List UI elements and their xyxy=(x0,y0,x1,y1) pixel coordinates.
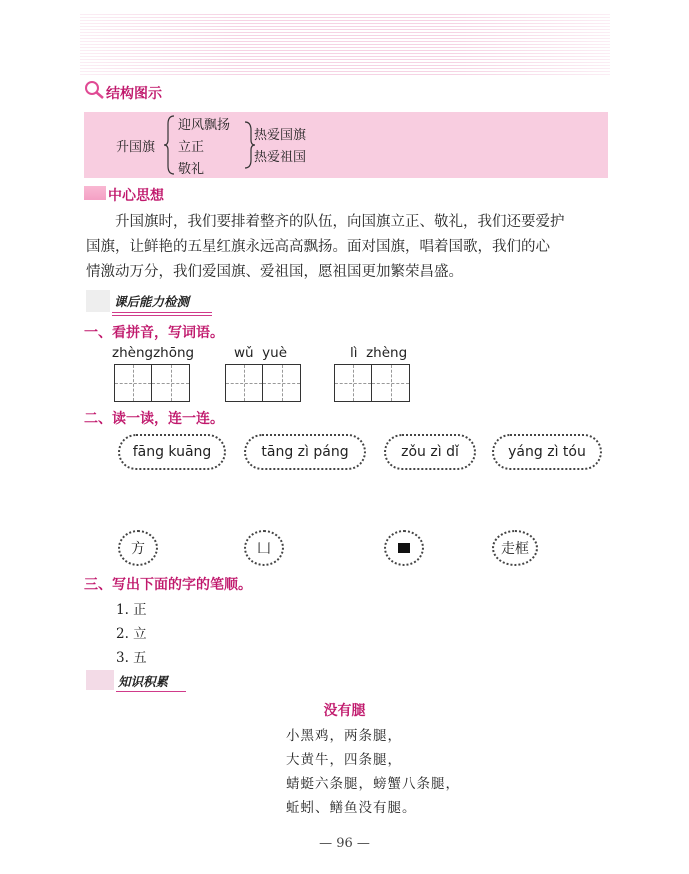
branch-1: 迎风飘扬 xyxy=(178,118,231,133)
writing-grid-3[interactable] xyxy=(334,364,410,402)
knowledge-header: 知识积累 xyxy=(118,674,169,689)
radical-label: 走框 xyxy=(501,541,529,557)
writing-grid-1[interactable] xyxy=(114,364,190,402)
writing-grid-2[interactable] xyxy=(225,364,301,402)
poem-line: 蜻蜓六条腿，螃蟹八条腿， xyxy=(286,776,460,792)
radical-circle[interactable] xyxy=(244,530,284,566)
radical-circle[interactable] xyxy=(492,530,538,566)
para-line: 国旗，让鲜艳的五星红旗永远高高飘扬。面对国旗，唱着国歌，我们的心 xyxy=(86,239,550,255)
pinyin-3: lì zhèng xyxy=(350,345,408,361)
result-1: 热爱国旗 xyxy=(254,128,307,143)
left-brace-icon xyxy=(164,114,176,176)
q2-title: 二、读一读，连一连。 xyxy=(84,411,224,427)
pinyin-bubble[interactable]: fāng kuāng xyxy=(118,434,226,470)
q3-title: 三、写出下面的字的笔顺。 xyxy=(84,577,252,593)
pinyin-2: wǔ yuè xyxy=(234,345,288,361)
para-line: 升国旗时，我们要排着整齐的队伍，向国旗立正、敬礼，我们还要爱护 xyxy=(115,214,565,230)
radical-circle[interactable] xyxy=(118,530,158,566)
poem-title: 没有腿 xyxy=(323,703,366,719)
page-number: — 96 — xyxy=(319,836,370,851)
underline xyxy=(112,312,212,313)
black-square-icon xyxy=(398,543,410,553)
header-marker xyxy=(86,670,114,690)
pinyin-bubble[interactable]: tāng zì páng xyxy=(244,434,366,470)
branch-2: 立正 xyxy=(178,140,205,155)
pinyin-bubble[interactable]: yáng zì tóu xyxy=(492,434,602,470)
structure-diagram xyxy=(84,112,608,178)
radical-circle[interactable] xyxy=(384,530,424,566)
stroke-item: 1. 正 xyxy=(116,602,147,618)
pinyin-bubble[interactable]: zǒu zì dǐ xyxy=(384,434,476,470)
exercise-header: 课后能力检测 xyxy=(114,294,190,309)
poem-line: 小黑鸡，两条腿， xyxy=(286,728,402,744)
section-marker xyxy=(84,186,106,200)
underline xyxy=(112,315,212,316)
central-idea-title: 中心思想 xyxy=(108,188,164,204)
pinyin-1: zhèngzhōng xyxy=(112,345,195,361)
structure-title: 结构图示 xyxy=(106,86,162,102)
header-banner xyxy=(80,14,610,76)
radical-label: 方 xyxy=(131,541,145,557)
poem-line: 蚯蚓、鳝鱼没有腿。 xyxy=(286,800,417,816)
para-line: 情激动万分，我们爱国旗、爱祖国，愿祖国更加繁荣昌盛。 xyxy=(86,264,463,280)
structure-root: 升国旗 xyxy=(116,140,156,155)
q1-title: 一、看拼音，写词语。 xyxy=(84,325,224,341)
stroke-item: 3. 五 xyxy=(116,650,147,666)
central-idea-text xyxy=(86,210,598,285)
stroke-item: 2. 立 xyxy=(116,626,147,642)
underline xyxy=(116,691,186,692)
header-marker xyxy=(86,290,110,312)
radical-label: 凵 xyxy=(257,541,271,557)
poem-line: 大黄牛，四条腿， xyxy=(286,752,402,768)
branch-3: 敬礼 xyxy=(178,162,205,177)
result-2: 热爱祖国 xyxy=(254,150,307,165)
magnifier-icon xyxy=(84,80,104,100)
